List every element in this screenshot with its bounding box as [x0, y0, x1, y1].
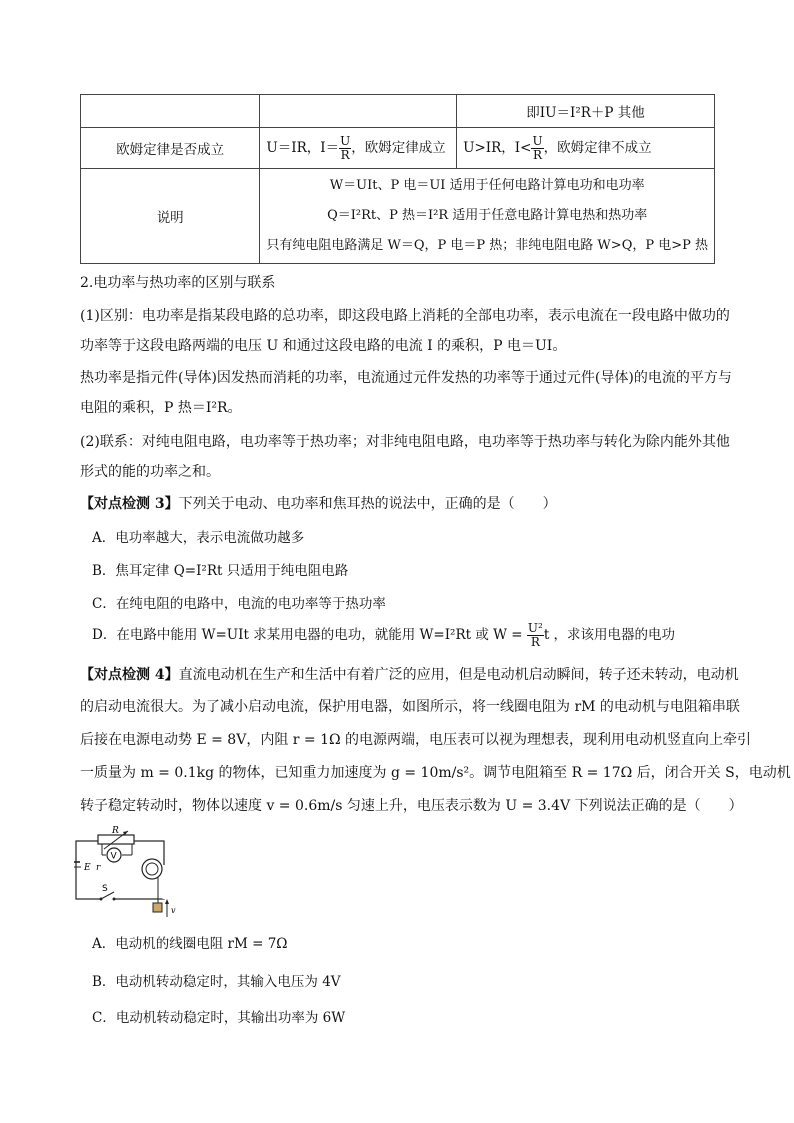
option-b: B．焦耳定律 Q=I²Rt 只适用于纯电阻电路 — [92, 563, 349, 579]
fraction-denominator: R — [532, 147, 543, 162]
paragraph-line: 功率等于这段电路两端的电压 U 和通过这段电路的电流 I 的乘积，P 电＝UI。 — [80, 338, 567, 354]
question-4-stem-line — [80, 665, 739, 685]
fraction-denominator: R — [530, 635, 540, 649]
table-cell: 即IU＝I²R＋P 其他 — [457, 95, 715, 128]
row-label-ohm: 欧姆定律是否成立 — [81, 128, 260, 169]
label-r: r — [96, 863, 101, 873]
table-row — [81, 95, 715, 128]
fraction — [527, 622, 544, 649]
option-a: A．电功率越大，表示电流做功越多 — [92, 530, 305, 546]
fraction-numerator: U — [340, 133, 351, 148]
option-d — [92, 622, 675, 649]
formula-text: ，欧姆定律成立 — [351, 139, 446, 156]
paragraph-line: (1)区别：电功率是指某段电路的总功率，即这段电路上消耗的全部电功率，表示电流在一段电路中做功的 — [80, 308, 730, 324]
paragraph-line: 热功率是指元件(导体)因发热而消耗的功率，电流通过元件发热的功率等于通过元件(导体)的电流的平方与 — [80, 370, 732, 386]
note-line: Q＝I²Rt、P 热＝I²R 适用于任意电路计算电热和热功率 — [327, 208, 648, 223]
label-V: V — [110, 851, 117, 862]
circuit-diagram — [74, 825, 184, 920]
q4-option-b: B．电动机转动稳定时，其输入电压为 4V — [92, 974, 341, 990]
option-text: t ，求该用电器的电功 — [543, 627, 676, 643]
notes-cell — [260, 169, 715, 264]
table-row — [81, 128, 715, 169]
fraction-denominator: R — [340, 147, 350, 162]
fraction-numerator: U² — [527, 621, 543, 635]
paragraph-line: (2)联系：对纯电阻电路，电功率等于热功率；对非纯电阻电路，电功率等于热功率与转化为除内能外其他 — [80, 434, 730, 450]
formula-text: U>IR，I< — [463, 139, 532, 156]
label-v: v — [171, 906, 176, 915]
note-line: 只有纯电阻电路满足 W＝Q，P 电＝P 热；非纯电阻电路 W>Q，P 电>P 热 — [266, 238, 708, 253]
arrow-head-icon — [165, 899, 169, 904]
fraction — [339, 135, 351, 162]
paragraph-line: 形式的能的功率之和。 — [80, 464, 220, 480]
question-text: 下列关于电动、电功率和焦耳热的说法中，正确的是（ ） — [178, 496, 557, 512]
question-4-stem-line: 后接在电源电动势 E = 8V，内阻 r = 1Ω 的电源两端，电压表可以视为理想表，现利用电动机竖直向上牵引 — [80, 732, 752, 748]
option-c: C．在纯电阻的电路中，电流的电功率等于热功率 — [92, 596, 386, 612]
q4-option-c: C．电动机转动稳定时，其输出功率为 6W — [92, 1010, 346, 1026]
option-text: D．在电路中能用 W=UIt 求某用电器的电功，就能用 W=I²Rt 或 W = — [92, 627, 523, 643]
paragraph-line: 电阻的乘积，P 热＝I²R。 — [80, 400, 242, 416]
table-row — [81, 169, 715, 264]
question-4-stem-line: 的启动电流很大。为了减小启动电流，保护用电器，如图所示，将一线圈电阻为 rM 的电动机与电阻箱串联 — [80, 699, 740, 715]
question-tag: 【对点检测 4】 — [80, 667, 179, 683]
question-4-stem-line: 转子稳定转动时，物体以速度 v = 0.6m/s 匀速上升，电压表示数为 U = 3.4V 下列说法正确的是（ ） — [80, 798, 743, 814]
note-line: W＝UIt、P 电＝UI 适用于任何电路计算电功和电功率 — [329, 178, 645, 193]
question-4-stem-line: 一质量为 m = 0.1kg 的物体，已知重力加速度为 g = 10m/s²。调节电阻箱至 R = 17Ω 后，闭合开关 S，电动机 — [80, 765, 791, 781]
formula-text: ，欧姆定律不成立 — [543, 139, 652, 156]
label-S: S — [102, 884, 108, 894]
label-E: E — [84, 863, 91, 873]
formula-text: U＝IR，I＝ — [266, 139, 340, 156]
table-cell — [81, 95, 260, 128]
fraction — [531, 135, 543, 162]
switch-contact — [113, 898, 116, 901]
motor-icon — [142, 859, 162, 879]
label-R: R — [112, 826, 119, 836]
q4-option-a: A．电动机的线圈电阻 rM = 7Ω — [92, 936, 288, 952]
question-3-stem — [80, 494, 720, 514]
table-cell-ohm-invalid — [457, 128, 715, 169]
table-cell — [260, 95, 457, 128]
row-label-notes: 说明 — [81, 169, 260, 264]
question-text: 直流电动机在生产和生活中有着广泛的应用，但是电动机启动瞬间，转子还未转动，电动机 — [178, 667, 739, 683]
section-heading: 2.电功率与热功率的区别与联系 — [80, 275, 276, 291]
mass-block-icon — [153, 903, 162, 912]
question-tag: 【对点检测 3】 — [80, 496, 179, 512]
table-cell-ohm-valid — [260, 128, 457, 169]
comparison-table — [80, 94, 715, 264]
fraction-numerator: U — [532, 133, 543, 148]
